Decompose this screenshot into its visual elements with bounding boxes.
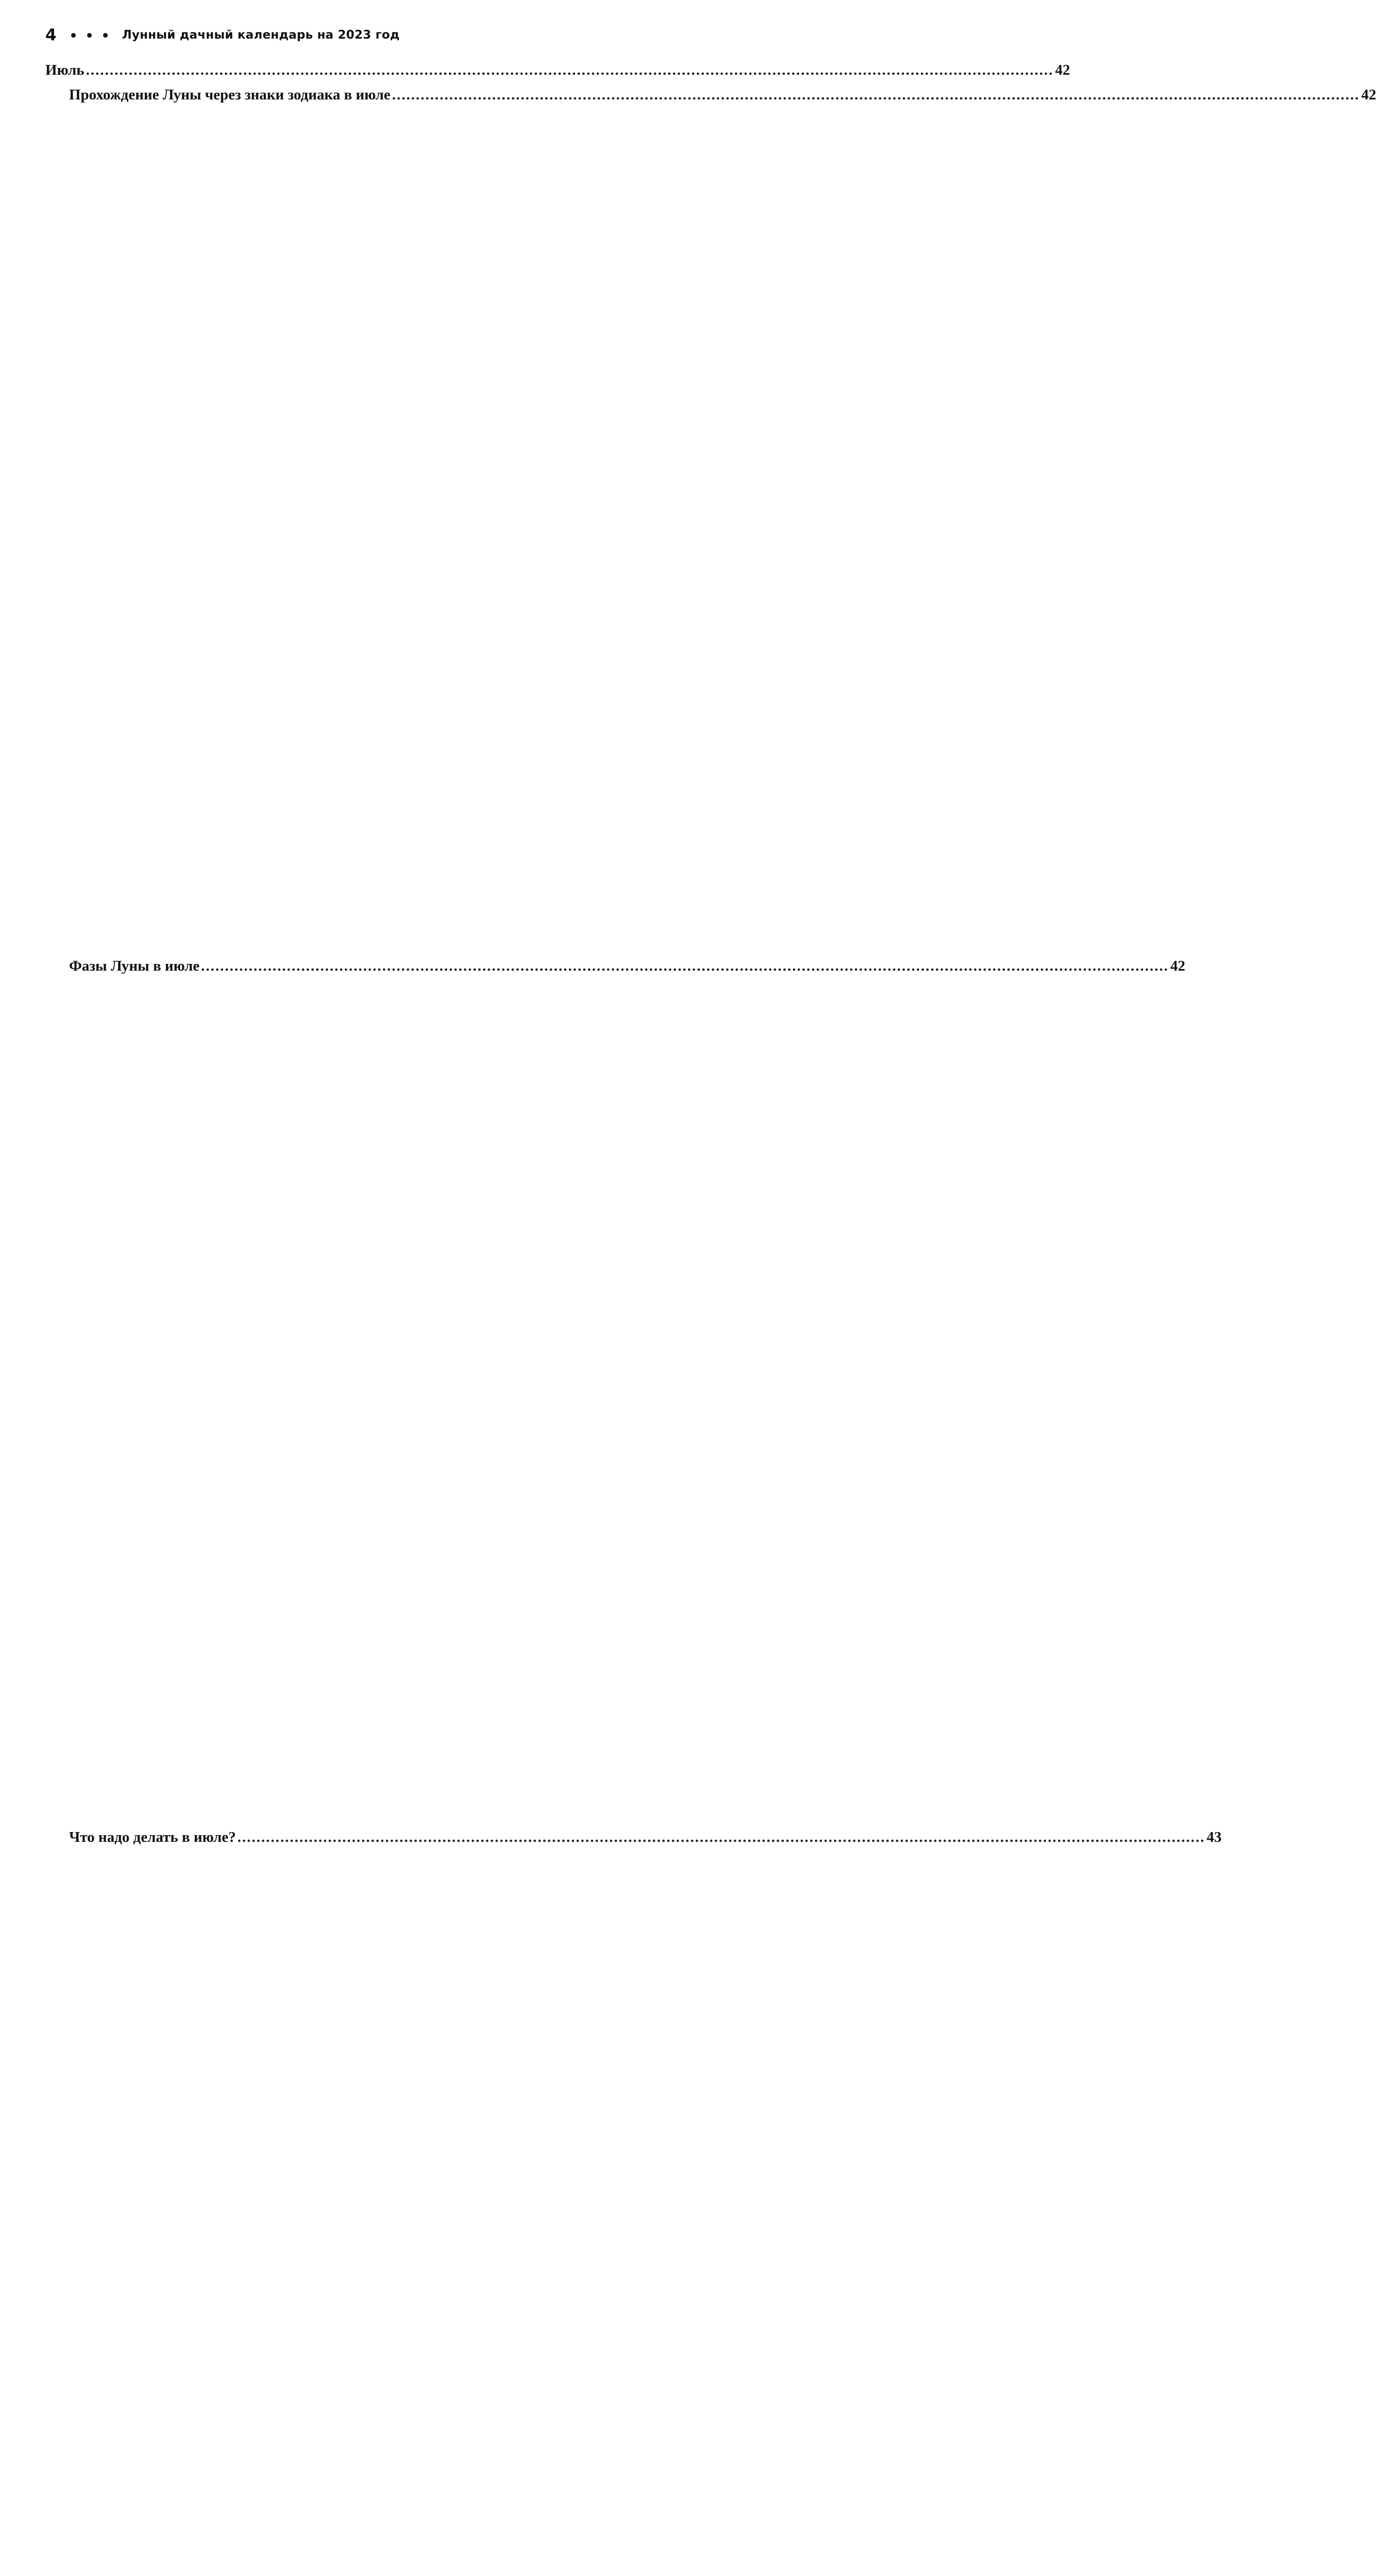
running-title: Лунный дачный календарь на 2023 год xyxy=(122,28,400,42)
item-title: Прохождение Луны через знаки зодиака в июле xyxy=(69,87,391,103)
page-ref: 42 xyxy=(1055,62,1070,78)
page-number: 4 xyxy=(45,26,57,44)
bullet-icon xyxy=(71,33,76,38)
bullet-icon xyxy=(87,33,92,38)
section-title: Июль xyxy=(45,62,85,78)
bullet-icon xyxy=(103,33,108,38)
dot-leader xyxy=(201,957,1169,975)
page-ref: 42 xyxy=(1170,958,1185,974)
item-title: Фазы Луны в июле xyxy=(69,958,200,974)
table-of-contents xyxy=(45,61,1376,2576)
item-title: Что надо делать в июле? xyxy=(69,1829,236,1845)
dot-leader xyxy=(238,1828,1205,1846)
toc-item[interactable] xyxy=(45,86,1376,951)
page-ref: 42 xyxy=(1361,87,1376,103)
bullet-separator xyxy=(71,33,108,38)
dot-leader xyxy=(392,86,1360,104)
toc-section-july[interactable] xyxy=(45,61,1070,79)
toc-item[interactable] xyxy=(45,957,1185,1822)
running-head xyxy=(45,26,400,44)
page-ref: 43 xyxy=(1206,1829,1222,1845)
toc-item[interactable] xyxy=(45,1828,1222,2576)
dot-leader xyxy=(86,61,1054,79)
